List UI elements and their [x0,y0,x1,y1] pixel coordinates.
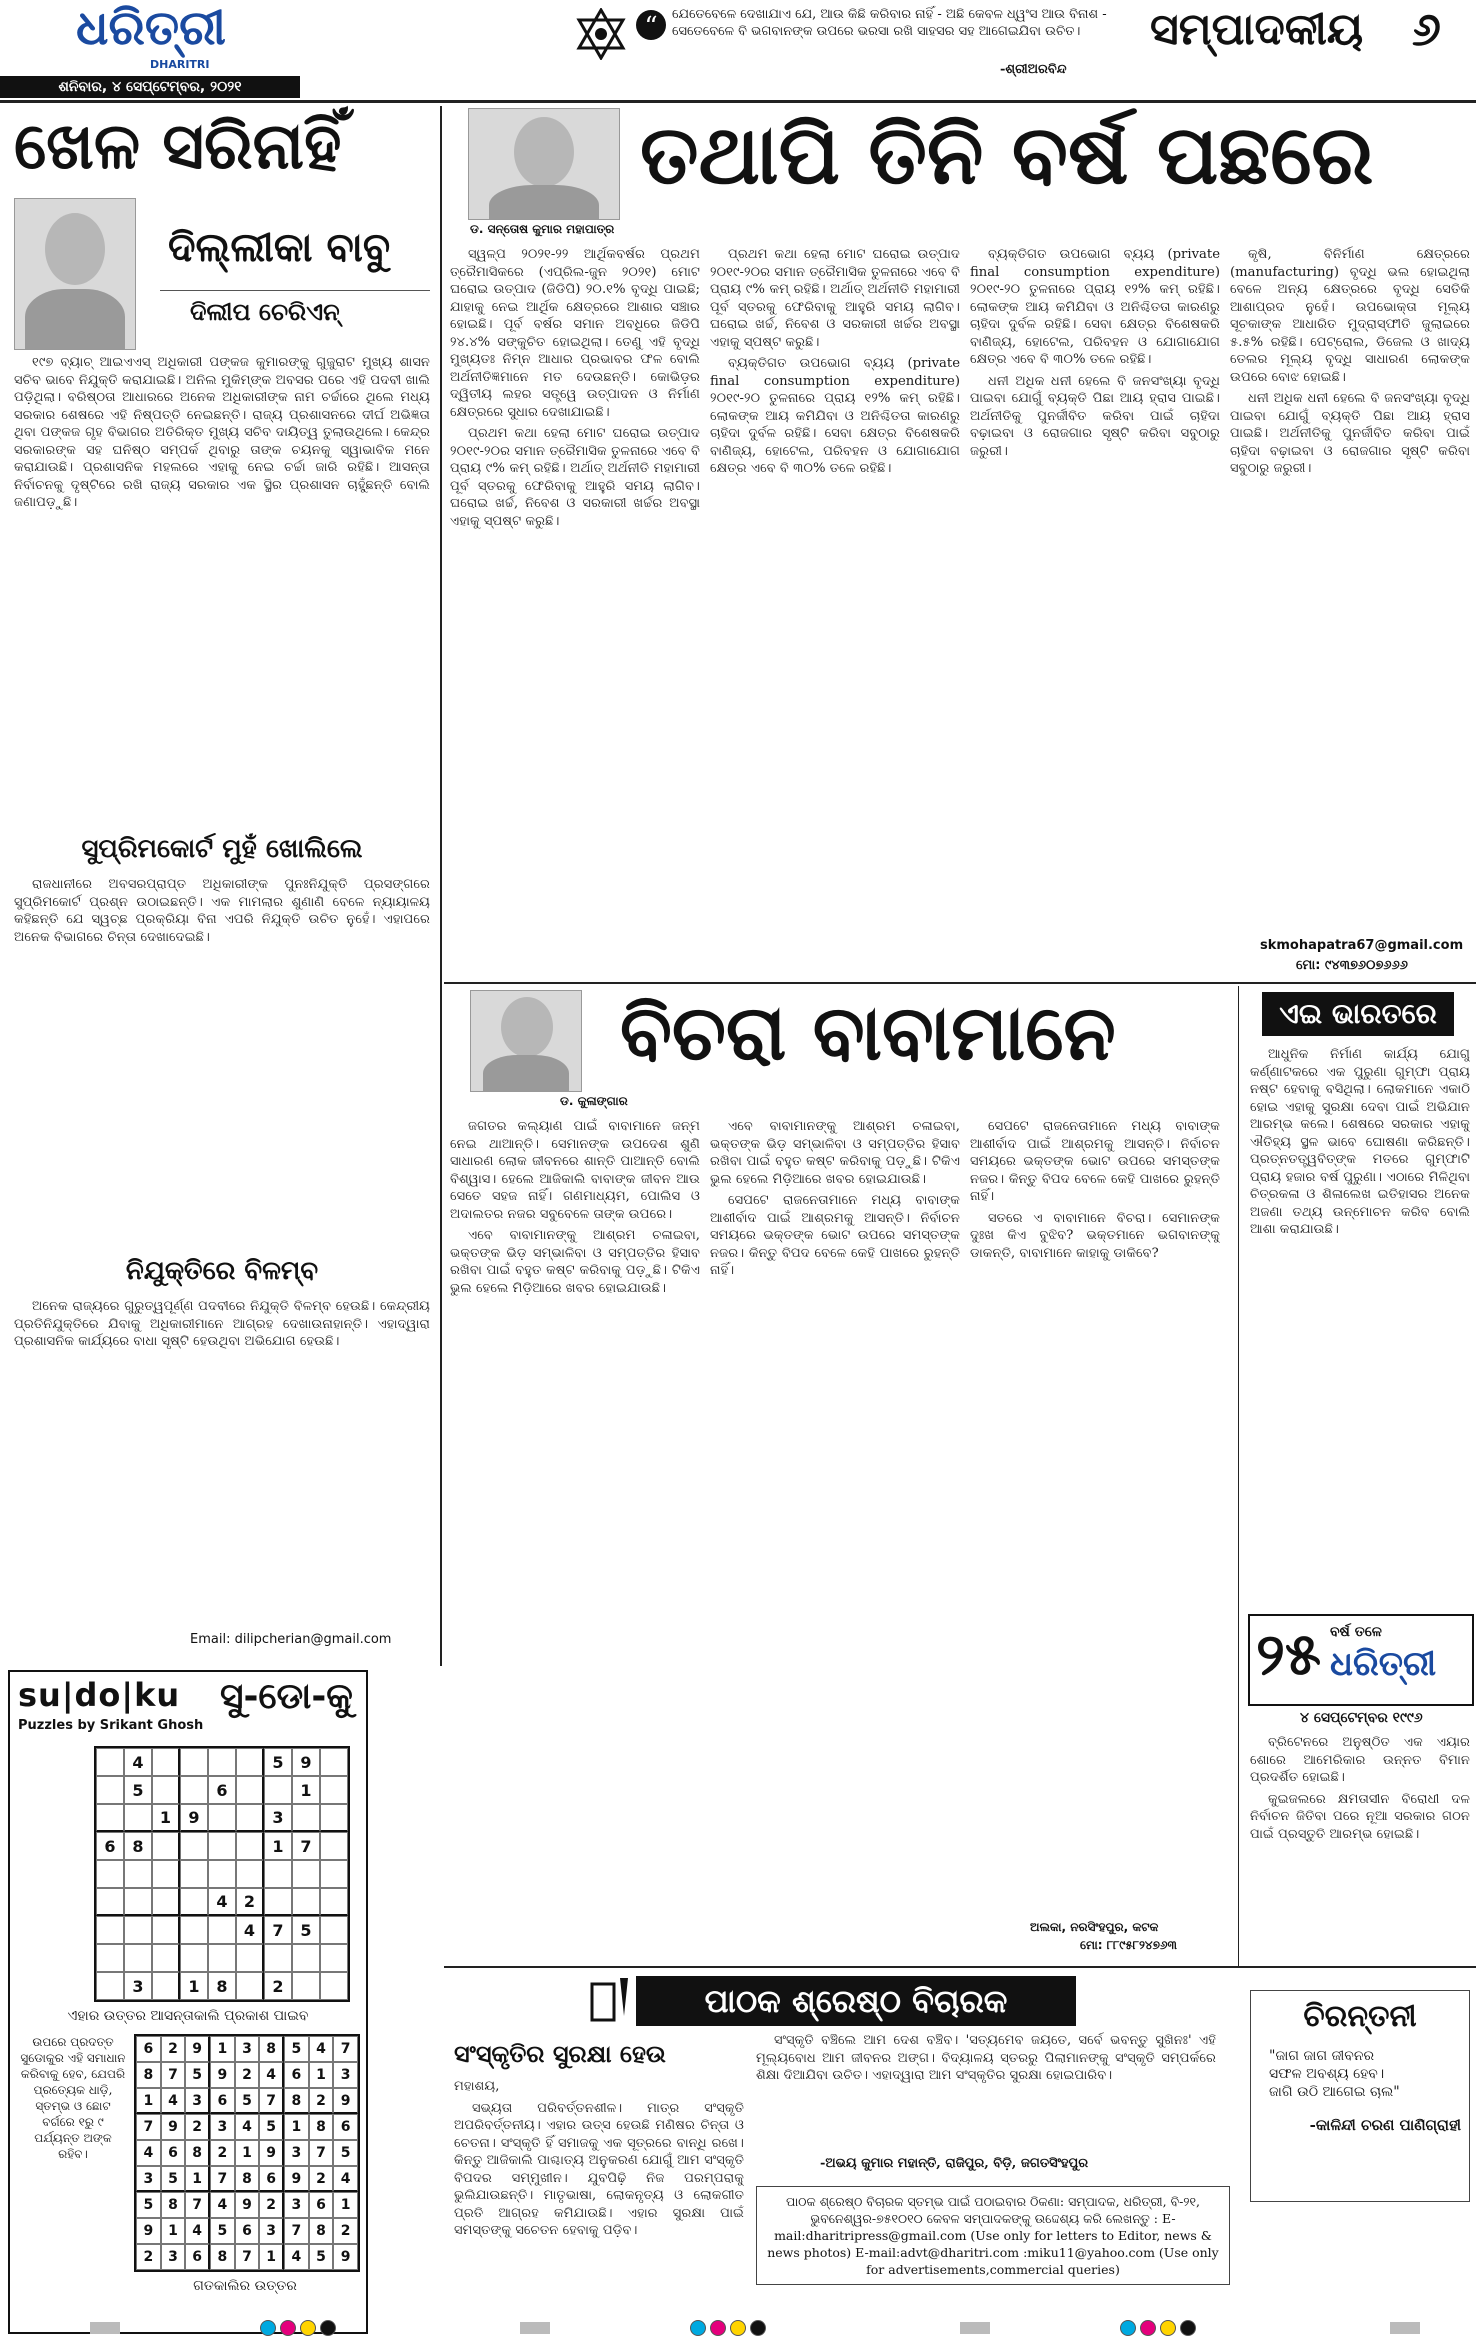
sudoku-puzzle-cell[interactable] [292,1804,320,1832]
sudoku-puzzle-cell[interactable] [264,1860,292,1888]
sudoku-puzzle-cell[interactable] [152,1748,180,1776]
letters-banner-text: ପାଠକ ଶ୍ରେଷ୍ଠ ବିଚାରକ [704,1982,1008,2020]
sudoku-answer-cell: 6 [333,2114,358,2140]
sudoku-puzzle-cell[interactable] [320,1832,348,1860]
section-title: ସମ୍ପାଦକୀୟ [1150,4,1364,55]
date-bar: ଶନିବାର, ୪ ସେପ୍ଟେମ୍ବର, ୨୦୨୧ [0,76,300,98]
article2-title: ବିଚରା ବାବାମାନେ [620,988,1116,1077]
sudoku-puzzle-grid[interactable] [94,1746,350,2002]
left-para-1: ୧୯୭ ବ୍ୟାଚ୍ ଆଇଏଏସ୍ ଅଧିକାରୀ ପଙ୍କଜ କୁମାରଙ୍କୁ ଗୁଜୁରାଟ ମୁଖ୍ୟ ଶାସନ ସଚିବ ଭାବେ ନିଯୁକ୍ତି କରାଯାଇଛି। ଅନିଲ ମୁକିମ୍‌ଙ୍କ ଅବସର ପରେ ଏହି ପଦବୀ ଖାଲି ପଡ଼ିଥିଲା। ବରିଷ୍ଠତା ଆଧାରରେ ଅନେକ ଅଧିକାରୀଙ୍କ ନାମ ଚର୍ଚ୍ଚାରେ ଥିଲେ ମଧ୍ୟ ସରକାର ଶେଷରେ ଏହି ନିଷ୍ପତ୍ତି ନେଇଛନ୍ତି। ରାଜ୍ୟ ପ୍ରଶାସନରେ ଦୀର୍ଘ ଅଭିଜ୍ଞତା ଥିବା ପଙ୍କଜ ଗୃହ ବିଭାଗର ଅତିରିକ୍ତ ମୁଖ୍ୟ ସଚିବ ଦାୟିତ୍ୱ ତୁଲାଉଥିଲେ। କେନ୍ଦ୍ର ସରକାରଙ୍କ ସହ ଘନିଷ୍ଠ ସମ୍ପର୍କ ଥିବାରୁ ତାଙ୍କ ଚୟନକୁ ସ୍ୱାଭାବିକ ମନେ କରାଯାଉଛି। ପ୍ରଶାସନିକ ମହଲରେ ଏହାକୁ ନେଇ ଚର୍ଚ୍ଚା ଜାରି ରହିଛି। ଆସନ୍ତା ନିର୍ବାଚନକୁ ଦୃଷ୍ଟିରେ ରଖି ରାଜ୍ୟ ସରକାର ଏକ ସ୍ଥିର ପ୍ରଶାସନ ଚାହୁଁଛନ୍ତି ବୋଲି ଜଣାପଡ଼ୁଛି। [14,355,430,510]
sudoku-brand: su|do|ku [18,1676,181,1714]
left-para-2: ରାଜଧାନୀରେ ଅବସରପ୍ରାପ୍ତ ଅଧିକାରୀଙ୍କ ପୁନଃନିଯୁକ୍ତି ପ୍ରସଙ୍ଗରେ ସୁପ୍ରିମକୋର୍ଟ ପ୍ରଶ୍ନ ଉଠାଇଛନ୍ତି। ଏକ ମାମଲାର ଶୁଣାଣି ବେଳେ ନ୍ୟାୟାଳୟ କହିଛନ୍ତି ଯେ ସ୍ୱଚ୍ଛ ପ୍ରକ୍ରିୟା ବିନା ଏପରି ନିଯୁକ୍ତି ଉଚିତ ନୁହେଁ। ଏହାପରେ ଅନେକ ବିଭାଗରେ ଚିନ୍ତା ଦେଖାଦେଇଛି। [14,877,430,945]
sudoku-answer-cell: 2 [161,2036,186,2062]
letters-top-rule [444,1966,1476,1968]
sudoku-puzzle-cell[interactable]: 2 [264,1972,292,2000]
article2-para-2: ଏବେ ବାବାମାନଙ୍କୁ ଆଶ୍ରମ ଚଳାଇବା, ଭକ୍ତଙ୍କ ଭିଡ଼ ସମ୍ଭାଳିବା ଓ ସମ୍ପତ୍ତିର ହିସାବ ରଖିବା ପାଇଁ ବହୁତ କଷ୍ଟ କରିବାକୁ ପଡ଼ୁଛି। ଟିକିଏ ଭୁଲ ହେଲେ ମିଡ଼ିଆରେ ଖବର ହୋଇଯାଉଛି। [450,1228,700,1296]
sudoku-answer-cell: 1 [259,2244,284,2270]
sudoku-answer-cell: 6 [136,2036,161,2062]
sudoku-answer-cell: 5 [136,2192,161,2218]
sudoku-answer-cell: 9 [185,2036,210,2062]
chirantani-author: -କାଳିନ୍ଦୀ ଚରଣ ପାଣିଗ୍ରାହୀ [1309,2116,1461,2134]
sudoku-puzzle-cell[interactable]: 6 [208,1776,236,1804]
left-column-body-3 [14,1298,430,1628]
sudoku-answer-grid [134,2034,360,2272]
sudoku-answer-cell: 2 [259,2192,284,2218]
sudoku-answer-cell: 5 [210,2218,235,2244]
flashback-brand: ଧରିତ୍ରୀ [1330,1644,1437,1684]
sudoku-answer-cell: 1 [333,2192,358,2218]
sudoku-answer-cell: 8 [259,2036,284,2062]
chirantani-title: ଚିରନ୍ତନୀ [1303,1999,1417,2034]
sudoku-puzzle-cell[interactable] [96,1944,124,1972]
sudoku-puzzle-cell[interactable]: 6 [96,1832,124,1860]
sudoku-puzzle-cell[interactable] [236,1944,264,1972]
sudoku-puzzle-cell[interactable] [320,1776,348,1804]
sudoku-answer-cell: 2 [333,2218,358,2244]
left-column-body-2 [14,876,430,1236]
sudoku-answer-cell: 2 [235,2062,260,2088]
column-author: ଦିଲୀପ ଚେରିଏନ୍ [190,298,340,326]
main-para-3: ବ୍ୟକ୍ତିଗତ ଉପଭୋଗ ବ୍ୟୟ (private final consumption expenditure) ୨୦୧୯-୨୦ ତୁଳନାରେ ପ୍ରାୟ ୧୨% କମ୍ ରହିଛି। ଲୋକଙ୍କ ଆୟ କମିଯିବା ଓ ଅନିଶ୍ଚିତତା କାରଣରୁ ଚାହିଦା ଦୁର୍ବଳ ରହିଛି। ସେବା କ୍ଷେତ୍ର ବିଶେଷକରି ବାଣିଜ୍ୟ, ହୋଟେଲ, ପରିବହନ ଓ ଯୋଗାଯୋଗ କ୍ଷେତ୍ର ଏବେ ବି ୩୦% ତଳେ ରହିଛି। [710,356,960,476]
sudoku-puzzle-cell[interactable]: 7 [264,1916,292,1944]
sudoku-puzzle-cell[interactable]: 1 [180,1972,208,2000]
flashback-items [1250,1734,1470,1964]
main-para-5: ଧନୀ ଅଧିକ ଧନୀ ହେଲେ ବି ଜନସଂଖ୍ୟା ବୃଦ୍ଧି ପାଇବା ଯୋଗୁଁ ବ୍ୟକ୍ତି ପିଛା ଆୟ ହ୍ରାସ ପାଇଛି। ଅର୍ଥନୀତିକୁ ପୁନର୍ଜୀବିତ କରିବା ପାଇଁ ଚାହିଦା ବଢ଼ାଇବା ଓ ରୋଜଗାର ସୃଷ୍ଟି କରିବା ସବୁଠାରୁ ଜରୁରୀ। [970,373,1220,459]
chirantani-line-1: "ଜାଗ ଜାଗ ଜୀବନର [1269,2048,1375,2064]
letter-salute: ମହାଶୟ, [454,2079,500,2094]
cmyk-marks-left [260,2320,340,2340]
cmyk-marks-center [690,2320,770,2340]
left-para-3: ଅନେକ ରାଜ୍ୟରେ ଗୁରୁତ୍ୱପୂର୍ଣ୍ଣ ପଦବୀରେ ନିଯୁକ୍ତି ବିଳମ୍ବ ହେଉଛି। କେନ୍ଦ୍ରୀୟ ପ୍ରତିନିଯୁକ୍ତିରେ ଯିବାକୁ ଅଧିକାରୀମାନେ ଆଗ୍ରହ ଦେଖାଉନାହାନ୍ତି। ଏହାଦ୍ୱାରା ପ୍ରଶାସନିକ କାର୍ଯ୍ୟରେ ବାଧା ସୃଷ୍ଟି ହେଉଥିବା ଅଭିଯୋଗ ହେଉଛି। [14,1299,430,1349]
sudoku-puzzle-cell[interactable] [320,1916,348,1944]
sudoku-answer-cell: 7 [309,2140,334,2166]
masthead [0,0,1476,95]
sudoku-puzzle-cell[interactable] [124,1860,152,1888]
sudoku-puzzle-cell[interactable] [152,1860,180,1888]
sudoku-puzzle-cell[interactable] [96,1748,124,1776]
sudoku-puzzle-cell[interactable] [264,1888,292,1916]
sudoku-puzzle-cell[interactable] [96,1916,124,1944]
main-col-1 [450,246,700,966]
sudoku-answer-cell: 1 [284,2114,309,2140]
quote-author: -ଶ୍ରୀଅରବିନ୍ଦ [1000,62,1067,77]
sudoku-answer-cell: 7 [235,2244,260,2270]
sudoku-answer-cell: 9 [284,2166,309,2192]
sudoku-answer-cell: 7 [210,2166,235,2192]
main-article-phone: ମୋ: ୯୪୩୭୬୦୭୬୬୬ [1296,958,1408,973]
sudoku-puzzle-cell[interactable] [320,1748,348,1776]
sudoku-answer-cell: 9 [333,2244,358,2270]
sudoku-puzzle-cell[interactable] [124,1916,152,1944]
kicker-rule [160,290,430,291]
sudoku-answer-cell: 3 [284,2140,309,2166]
main-para-4: କୃଷି, ବିନିର୍ମାଣ କ୍ଷେତ୍ରରେ (manufacturing) ବୃଦ୍ଧି ଭଲ ହୋଇଥିଲା ବେଳେ ଅନ୍ୟ କ୍ଷେତ୍ରରେ ବୃଦ୍ଧି ସେତିକି ଆଶାପ୍ରଦ ନୁହେଁ। ଉପଭୋକ୍ତା ମୂଲ୍ୟ ସୂଚକାଙ୍କ ଆଧାରିତ ମୁଦ୍ରାସ୍ଫୀତି ଜୁଲାଇରେ ୫.୫% ରହିଛି। ପେଟ୍ରୋଲ, ଡିଜେଲ ଓ ଖାଦ୍ୟ ତେଲର ମୂଲ୍ୟ ବୃଦ୍ଧି ସାଧାରଣ ଲୋକଙ୍କ ଉପରେ ବୋଝ ହୋଇଛି। [1230,247,1470,385]
sudoku-answer-cell: 6 [259,2166,284,2192]
sudoku-puzzle-cell[interactable] [320,1888,348,1916]
star-emblem-icon [575,8,627,60]
sudoku-note: ଏହାର ଉତ୍ତର ଆସନ୍ତାକାଲି ପ୍ରକାଶ ପାଇବ [67,2008,309,2024]
flashback-label: ବର୍ଷ ତଳେ [1330,1624,1382,1640]
sudoku-puzzle-cell[interactable]: 4 [208,1888,236,1916]
article2-para-3: ସେପଟେ ରାଜନେତାମାନେ ମଧ୍ୟ ବାବାଙ୍କ ଆଶୀର୍ବାଦ ପାଇଁ ଆଶ୍ରମକୁ ଆସନ୍ତି। ନିର୍ବାଚନ ସମୟରେ ଭକ୍ତଙ୍କ ଭୋଟ ଉପରେ ସମସ୍ତଙ୍କ ନଜର। କିନ୍ତୁ ବିପଦ ବେଳେ କେହି ପାଖରେ ରୁହନ୍ତି ନାହିଁ। [710,1193,960,1278]
sudoku-answer-cell: 8 [309,2114,334,2140]
sudoku-answer-label: ଗତକାଲିର ଉତ୍ତର [193,2278,297,2294]
sudoku-answer-cell: 5 [185,2062,210,2088]
sudoku-answer-cell: 7 [185,2192,210,2218]
sudoku-answer-cell: 5 [161,2166,186,2192]
sudoku-answer-cell: 8 [284,2088,309,2114]
chirantani-line-2: ସଫଳ ଅବଶ୍ୟ ହେବ। [1269,2066,1385,2082]
sudoku-puzzle-cell[interactable] [236,1860,264,1888]
flashback-date: ୪ ସେପ୍ଟେମ୍ବର ୧୯୯୬ [1300,1710,1423,1726]
sudoku-puzzle-cell[interactable] [96,1888,124,1916]
sudoku-answer-cell: 1 [210,2036,235,2062]
article2-para-3b: ସେପଟେ ରାଜନେତାମାନେ ମଧ୍ୟ ବାବାଙ୍କ ଆଶୀର୍ବାଦ ପାଇଁ ଆଶ୍ରମକୁ ଆସନ୍ତି। ନିର୍ବାଚନ ସମୟରେ ଭକ୍ତଙ୍କ ଭୋଟ ଉପରେ ସମସ୍ତଙ୍କ ନଜର। କିନ୍ତୁ ବିପଦ ବେଳେ କେହି ପାଖରେ ରୁହନ୍ତି ନାହିଁ। [970,1119,1220,1204]
sudoku-puzzle-cell[interactable]: 5 [124,1776,152,1804]
flashback-item-1: ବ୍ରିଟେନରେ ଅନୁଷ୍ଠିତ ଏକ ଏୟାର ଶୋରେ ଆମେରିକାର ଉନ୍ନତ ବିମାନ ପ୍ରଦର୍ଶିତ ହୋଇଛି। [1250,1735,1470,1785]
sudoku-answer-cell: 4 [309,2036,334,2062]
main-para-3b: ବ୍ୟକ୍ତିଗତ ଉପଭୋଗ ବ୍ୟୟ (private final consumption expenditure) ୨୦୧୯-୨୦ ତୁଳନାରେ ପ୍ରାୟ ୧୨% କମ୍ ରହିଛି। ଲୋକଙ୍କ ଆୟ କମିଯିବା ଓ ଅନିଶ୍ଚିତତା କାରଣରୁ ଚାହିଦା ଦୁର୍ବଳ ରହିଛି। ସେବା କ୍ଷେତ୍ର ବିଶେଷକରି ବାଣିଜ୍ୟ, ହୋଟେଲ, ପରିବହନ ଓ ଯୋଗାଯୋଗ କ୍ଷେତ୍ର ଏବେ ବି ୩୦% ତଳେ ରହିଛି। [970,247,1220,367]
sudoku-answer-cell: 7 [161,2062,186,2088]
sudoku-answer-cell: 1 [161,2218,186,2244]
sudoku-puzzle-cell[interactable]: 1 [152,1804,180,1832]
main-article-email[interactable]: skmohapatra67@gmail.com [1260,938,1464,953]
sudoku-puzzle-cell[interactable] [208,1832,236,1860]
sudoku-puzzle-cell[interactable]: 9 [180,1804,208,1832]
sudoku-answer-cell: 3 [333,2062,358,2088]
sudoku-puzzle-cell[interactable] [320,1860,348,1888]
column-kicker: ଦିଲ୍ଲୀକା ବାବୁ [168,225,391,271]
sudoku-answer-cell: 9 [210,2062,235,2088]
sudoku-answer-cell: 4 [333,2166,358,2192]
sudoku-puzzle-cell[interactable]: 7 [292,1832,320,1860]
main-article-rule [444,982,1476,984]
main-para-5b: ଧନୀ ଅଧିକ ଧନୀ ହେଲେ ବି ଜନସଂଖ୍ୟା ବୃଦ୍ଧି ପାଇବା ଯୋଗୁଁ ବ୍ୟକ୍ତି ପିଛା ଆୟ ହ୍ରାସ ପାଇଛି। ଅର୍ଥନୀତିକୁ ପୁନର୍ଜୀବିତ କରିବା ପାଇଁ ଚାହିଦା ବଢ଼ାଇବା ଓ ରୋଜଗାର ସୃଷ୍ଟି କରିବା ସବୁଠାରୁ ଜରୁରୀ। [1230,391,1470,476]
article2-col-1 [450,1118,700,1948]
sudoku-answer-cell: 4 [284,2244,309,2270]
sudoku-puzzle-cell[interactable] [152,1776,180,1804]
sudoku-puzzle-cell[interactable]: 4 [236,1916,264,1944]
sudoku-puzzle-cell[interactable] [292,1888,320,1916]
chirantani-box [1250,1990,1470,2202]
main-col-2 [710,246,960,966]
right-sidebar-divider [1238,986,1239,1966]
sudoku-answer-cell: 3 [284,2192,309,2218]
sudoku-puzzle-cell[interactable]: 3 [124,1972,152,2000]
sudoku-puzzle-cell[interactable] [180,1776,208,1804]
sudoku-answer-cell: 3 [161,2244,186,2270]
pen-icon [590,1976,630,2024]
sudoku-puzzle-cell[interactable] [236,1748,264,1776]
article2-phone: ମୋ: ୮୮୯୫୮୨୪୭୬୩ [1080,1938,1177,1952]
sudoku-answer-cell: 6 [161,2140,186,2166]
article2-para-4: ସତରେ ଏ ବାବାମାନେ ବିଚରା। ସେମାନଙ୍କ ଦୁଃଖ କିଏ ବୁଝିବ? ଭକ୍ତମାନେ ଭଗବାନଙ୍କୁ ଡାକନ୍ତି, ବାବାମାନେ କାହାକୁ ଡାକିବେ? [970,1210,1220,1261]
left-column-divider [440,106,442,1666]
article2-para-2b: ଏବେ ବାବାମାନଙ୍କୁ ଆଶ୍ରମ ଚଳାଇବା, ଭକ୍ତଙ୍କ ଭିଡ଼ ସମ୍ଭାଳିବା ଓ ସମ୍ପତ୍ତିର ହିସାବ ରଖିବା ପାଇଁ ବହୁତ କଷ୍ଟ କରିବାକୁ ପଡ଼ୁଛି। ଟିକିଏ ଭୁଲ ହେଲେ ମିଡ଼ିଆରେ ଖବର ହୋଇଯାଉଛି। [710,1119,960,1187]
letter-title: ସଂସ୍କୃତିର ସୁରକ୍ଷା ହେଉ [454,2040,666,2068]
sudoku-answer-cell: 3 [235,2036,260,2062]
sudoku-answer-cell: 7 [136,2114,161,2140]
sudoku-answer-cell: 6 [210,2088,235,2114]
sudoku-answer-cell: 2 [136,2244,161,2270]
sudoku-puzzle-cell[interactable]: 9 [292,1748,320,1776]
sudoku-puzzle-cell[interactable] [152,1888,180,1916]
sudoku-answer-cell: 1 [235,2140,260,2166]
sudoku-answer-cell: 3 [210,2114,235,2140]
sudoku-answer-cell: 2 [309,2088,334,2114]
sudoku-puzzle-cell[interactable] [180,1860,208,1888]
sudoku-answer-cell: 5 [259,2114,284,2140]
sudoku-puzzle-cell[interactable] [236,1804,264,1832]
sudoku-answer-cell: 7 [284,2218,309,2244]
article2-place: ଅଲକା, ନରସିଂହପୁର, କଟକ [1030,1920,1159,1934]
left-column-title: ଖେଳ ସରିନାହିଁ [14,110,342,184]
article2-col-3 [970,1118,1220,1918]
sudoku-answer-cell: 9 [136,2218,161,2244]
sudoku-answer-cell: 9 [333,2088,358,2114]
sudoku-answer-cell: 7 [333,2036,358,2062]
sudoku-puzzle-cell[interactable]: 5 [264,1748,292,1776]
flashback-box [1248,1614,1474,1706]
bharat-text: ଆଧୁନିକ ନିର୍ମାଣ କାର୍ଯ୍ୟ ଯୋଗୁ କର୍ଣ୍ଣାଟକରେ ଏକ ପୁରୁଣା ଗୁମ୍ଫା ପ୍ରାୟ ନଷ୍ଟ ହେବାକୁ ବସିଥିଲା। ଲୋକମାନେ ଏକାଠି ହୋଇ ଏହାକୁ ସୁରକ୍ଷା ଦେବା ପାଇଁ ଅଭିଯାନ ଆରମ୍ଭ କଲେ। ଶେଷରେ ସରକାର ଏହାକୁ ଐତିହ୍ୟ ସ୍ଥଳ ଭାବେ ଘୋଷଣା କରିଛନ୍ତି। ପ୍ରତ୍ନତତ୍ତ୍ୱବିତ୍‌ଙ୍କ ମତରେ ଗୁମ୍ଫାଟି ପ୍ରାୟ ହଜାର ବର୍ଷ ପୁରୁଣା। ଏଠାରେ ମିଳିଥିବା ଚିତ୍ରକଳା ଓ ଶିଳାଲେଖ ଇତିହାସର ଅନେକ ଅଜଣା ତଥ୍ୟ ଉନ୍ମୋଚନ କରିବ ବୋଲି ଆଶା କରାଯାଉଛି। [1250,1047,1470,1237]
quote-icon: “ [636,10,666,40]
flashback-number: ୨୫ [1256,1620,1322,1688]
sudoku-puzzle-cell[interactable] [96,1804,124,1832]
sudoku-puzzle-cell[interactable] [96,1972,124,2000]
magenta-swatch [280,2320,296,2336]
sudoku-answer-cell: 8 [309,2218,334,2244]
left-column-email[interactable]: Email: dilipcherian@gmail.com [190,1632,392,1647]
sudoku-answer-cell: 9 [235,2192,260,2218]
cyan-swatch [260,2320,276,2336]
sudoku-puzzle-cell[interactable]: 2 [236,1888,264,1916]
page-number: ୬ [1412,2,1441,56]
left-column-body [14,354,430,814]
sudoku-puzzle-cell[interactable] [292,1860,320,1888]
sudoku-puzzle-cell[interactable] [320,1944,348,1972]
sudoku-puzzle-cell[interactable] [236,1972,264,2000]
sudoku-answer-cell: 4 [161,2088,186,2114]
black-swatch [320,2320,336,2336]
sudoku-puzzle-cell[interactable] [152,1972,180,2000]
sudoku-answer-cell: 2 [210,2140,235,2166]
sudoku-answer-cell: 7 [259,2088,284,2114]
sudoku-answer-cell: 1 [309,2062,334,2088]
sudoku-answer-cell: 5 [309,2244,334,2270]
sudoku-puzzle-cell[interactable] [264,1944,292,1972]
main-para-1: ସ୍ୱଳ୍ପ ୨୦୨୧-୨୨ ଆର୍ଥିକବର୍ଷର ପ୍ରଥମ ତ୍ରୈମାସିକରେ (ଏପ୍ରିଲ-ଜୁନ ୨୦୨୧) ମୋଟ ଘରୋଇ ଉତ୍ପାଦ (ଜିଡିପି) ୨୦.୧% ବୃଦ୍ଧି ପାଇଛି; ଯାହାକୁ ନେଇ ଆର୍ଥିକ କ୍ଷେତ୍ରରେ ଆଶାର ସଞ୍ଚାର ହୋଇଛି। ପୂର୍ବ ବର୍ଷର ସମାନ ଅବଧିରେ ଜିଡିପି ୨୪.୪% ସଙ୍କୁଚିତ ହୋଇଥିଲା। ତେଣୁ ଏହି ବୃଦ୍ଧି ମୁଖ୍ୟତଃ ନିମ୍ନ ଆଧାର ପ୍ରଭାବର ଫଳ ବୋଲି ଅର୍ଥନୀତିଜ୍ଞମାନେ ମତ ଦେଉଛନ୍ତି। କୋଭିଡ଼ର ଦ୍ୱିତୀୟ ଲହର ସତ୍ତ୍ୱେ ଉତ୍ପାଦନ ଓ ନିର୍ମାଣ କ୍ଷେତ୍ରରେ ସୁଧାର ଦେଖାଯାଇଛି। [450,247,700,420]
letters-footer: ପାଠକ ଶ୍ରେଷ୍ଠ ବିଚାରକ ସ୍ତମ୍ଭ ପାଇଁ ପଠାଇବାର ଠିକଣା: ସମ୍ପାଦକ, ଧରିତ୍ରୀ, ବି-୨୧, ଭୁବନେଶ୍ୱର-୭୫୧୦୧୦ କେବଳ ସମ୍ପାଦକଙ୍କୁ ଉଦ୍ଦେଶ୍ୟ କରି ଲେଖନ୍ତୁ : E-mail:dharitripress@gmail.com (Use only for letters to Editor, news & news photos) E-mail:advt@dharitri.com :miku11@yahoo.com (Use only for advertisements,commercial queries) [756,2186,1230,2285]
yellow-swatch [300,2320,316,2336]
sudoku-puzzle-cell[interactable] [208,1916,236,1944]
sudoku-puzzle-cell[interactable] [208,1944,236,1972]
sudoku-puzzle-cell[interactable] [180,1832,208,1860]
letters-col-2 [756,2032,1216,2152]
sudoku-answer-cell: 9 [259,2140,284,2166]
sudoku-puzzle-cell[interactable] [208,1804,236,1832]
letter-body-2: ସଂସ୍କୃତି ବଞ୍ଚିଲେ ଆମ ଦେଶ ବଞ୍ଚିବ। 'ସତ୍ୟମେବ ଜୟତେ, ସର୍ବେ ଭବନ୍ତୁ ସୁଖିନଃ' ଏହି ମୂଲ୍ୟବୋଧ ଆମ ଜୀବନର ଅଙ୍ଗ। ବିଦ୍ୟାଳୟ ସ୍ତରରୁ ପିଲାମାନଙ୍କୁ ସଂସ୍କୃତି ସମ୍ପର୍କରେ ଶିକ୍ଷା ଦିଆଯିବା ଉଚିତ। ଏହାଦ୍ୱାରା ଆମ ସଂସ୍କୃତିର ସୁରକ୍ଷା ହୋଇପାରିବ। [756,2033,1216,2083]
sudoku-answer-cell: 5 [235,2088,260,2114]
sudoku-answer-cell: 2 [309,2166,334,2192]
letters-banner [636,1976,1076,2026]
sudoku-answer-cell: 6 [185,2244,210,2270]
sudoku-answer-cell: 3 [185,2088,210,2114]
sudoku-puzzle-cell[interactable] [180,1888,208,1916]
sudoku-puzzle-cell[interactable] [124,1888,152,1916]
main-article-title: ତଥାପି ତିନି ବର୍ଷ ପଛରେ [640,108,1374,203]
sudoku-answer-cell: 2 [185,2114,210,2140]
sudoku-puzzle-cell[interactable] [292,1944,320,1972]
sudoku-puzzle-cell[interactable] [180,1916,208,1944]
sudoku-puzzle-cell[interactable] [264,1776,292,1804]
sudoku-puzzle-cell[interactable]: 8 [124,1832,152,1860]
sudoku-puzzle-cell[interactable]: 1 [292,1776,320,1804]
sudoku-answer-cell: 4 [136,2140,161,2166]
sudoku-answer-cell: 6 [284,2062,309,2088]
logo-sub: DHARITRI [150,58,210,71]
sudoku-puzzle-cell[interactable] [152,1944,180,1972]
sudoku-puzzle-cell[interactable] [96,1776,124,1804]
bharat-title-box [1262,992,1454,1036]
article2-author: ଡ. କୁଳାଙ୍ଗାର [560,1094,628,1108]
sudoku-credit: Puzzles by Srikant Ghosh [18,1718,204,1733]
sudoku-answer-cell: 4 [259,2062,284,2088]
sudoku-puzzle-cell[interactable] [152,1916,180,1944]
masthead-rule [0,100,1476,103]
chirantani-line-3: ଜାଗି ଉଠି ଆଗେଇ ଚାଲ" [1269,2084,1400,2100]
sudoku-answer-cell: 6 [309,2192,334,2218]
sudoku-answer-cell: 5 [284,2036,309,2062]
sudoku-box [8,1670,368,2334]
article2-para-1: ଜଗତର କଲ୍ୟାଣ ପାଇଁ ବାବାମାନେ ଜନ୍ମ ନେଇ ଥାଆନ୍ତି। ସେମାନଙ୍କ ଉପଦେଶ ଶୁଣି ସାଧାରଣ ଲୋକ ଜୀବନରେ ଶାନ୍ତି ପାଆନ୍ତି ବୋଲି ବିଶ୍ୱାସ। ହେଲେ ଆଜିକାଲି ବାବାଙ୍କ ଜୀବନ ଆଉ ସେତେ ସହଜ ନାହିଁ। ଗଣମାଧ୍ୟମ, ପୋଲିସ ଓ ଅଦାଲତର ନଜର ସବୁବେଳେ ତାଙ୍କ ଉପରେ। [450,1119,700,1222]
sudoku-puzzle-cell[interactable]: 3 [264,1804,292,1832]
sudoku-puzzle-cell[interactable]: 8 [208,1972,236,2000]
sudoku-answer-cell: 4 [235,2114,260,2140]
sudoku-answer-cell: 5 [333,2140,358,2166]
sudoku-puzzle-cell[interactable] [152,1832,180,1860]
cmyk-marks-right [1120,2320,1200,2340]
left-subhead-2: ନିଯୁକ୍ତିରେ ବିଳମ୍ବ [125,1256,319,1286]
sudoku-answer-cell: 8 [185,2140,210,2166]
sudoku-answer-cell: 6 [235,2218,260,2244]
main-col-3 [970,246,1220,966]
sudoku-puzzle-cell[interactable]: 4 [124,1748,152,1776]
sudoku-answer-cell: 3 [136,2166,161,2192]
sudoku-puzzle-cell[interactable] [320,1804,348,1832]
article2-col-2 [710,1118,960,1948]
letters-col-1 [454,2078,744,2328]
sudoku-answer-cell: 8 [210,2244,235,2270]
sudoku-puzzle-cell[interactable] [236,1832,264,1860]
letter-body-1: ସଭ୍ୟତା ପରିବର୍ତ୍ତନଶୀଳ। ମାତ୍ର ସଂସ୍କୃତି ଅପରିବର୍ତ୍ତନୀୟ। ଏହାର ଉତ୍ସ ହେଉଛି ମଣିଷର ଚିନ୍ତା ଓ ଚେତନା। ସଂସ୍କୃତି ହିଁ ସମାଜକୁ ଏକ ସୂତ୍ରରେ ବାନ୍ଧି ରଖେ। କିନ୍ତୁ ଆଜିକାଲି ପାଶ୍ଚାତ୍ୟ ଅନୁକରଣ ଯୋଗୁଁ ଆମ ସଂସ୍କୃତି ବିପଦର ସମ୍ମୁଖୀନ। ଯୁବପିଢ଼ି ନିଜ ପରମ୍ପରାକୁ ଭୁଲିଯାଉଛନ୍ତି। ମାତୃଭାଷା, ଲୋକନୃତ୍ୟ ଓ ଲୋକଗୀତ ପ୍ରତି ଆଗ୍ରହ କମିଯାଉଛି। ଏହାର ସୁରକ୍ଷା ପାଇଁ ସମସ୍ତଙ୍କୁ ସଚେତନ ହେବାକୁ ପଡ଼ିବ। [454,2100,744,2238]
sudoku-answer-cell: 4 [185,2218,210,2244]
flashback-item-2: କୁଇଜଲରେ କ୍ଷମତାସୀନ ବିରୋଧୀ ଦଳ ନିର୍ବାଚନ ଜିତିବା ପରେ ନୂଆ ସରକାର ଗଠନ ପାଇଁ ପ୍ରସ୍ତୁତି ଆରମ୍ଭ ହୋଇଛି। [1250,1791,1470,1842]
sudoku-title: ସୁ-ଡୋ-କୁ [220,1676,353,1717]
author-photo-kulangar [470,990,582,1092]
sudoku-answer-cell: 4 [210,2192,235,2218]
quote-text: ଯେତେବେଳେ ଦେଖାଯାଏ ଯେ, ଆଉ କିଛି କରିବାର ନାହିଁ - ଅଛି କେବଳ ଧ୍ୱଂସ ଆଉ ବିନାଶ - ସେତେବେଳେ ବି ଭଗବାନଙ୍କ ଉପରେ ଭରସା ରଖି ସାହସର ସହ ଆଗେଇଯିବା ଉଚିତ। [672,7,1107,39]
letter-signature: -ଅଭୟ କୁମାର ମହାନ୍ତି, ରାଜିପୁର, ବିଡ଼ି, ଜଗତସିଂହପୁର [820,2156,1089,2171]
sudoku-answer-cell: 9 [161,2114,186,2140]
sudoku-answer-cell: 8 [136,2062,161,2088]
sudoku-answer-cell: 8 [235,2166,260,2192]
sudoku-puzzle-cell[interactable] [320,1972,348,2000]
sudoku-puzzle-cell[interactable] [124,1804,152,1832]
logo: ଧରିତ୍ରୀ [76,0,226,56]
sudoku-answer-cell: 8 [161,2192,186,2218]
sudoku-answer-side-text: ଉପରେ ପ୍ରଦତ୍ତ ସୁଡୋକୁର ଏହି ସମାଧାନ କରିବାକୁ ହେବ, ଯେପରି ପ୍ରତ୍ୟେକ ଧାଡ଼ି, ସ୍ତମ୍ଭ ଓ ଛୋଟ ବର୍ଗରେ ୧ରୁ ୯ ପର୍ଯ୍ୟନ୍ତ ଅଙ୍କ ରହିବ। [20,2035,126,2161]
main-para-2: ପ୍ରଥମ କଥା ହେଲା ମୋଟ ଘରୋଇ ଉତ୍ପାଦ ୨୦୧୯-୨୦ର ସମାନ ତ୍ରୈମାସିକ ତୁଳନାରେ ଏବେ ବି ପ୍ରାୟ ୯% କମ୍ ରହିଛି। ଅର୍ଥାତ୍ ଅର୍ଥନୀତି ମହାମାରୀ ପୂର୍ବ ସ୍ତରକୁ ଫେରିବାକୁ ଆହୁରି ସମୟ ଲାଗିବ। ଘରୋଇ ଖର୍ଚ୍ଚ, ନିବେଶ ଓ ସରକାରୀ ଖର୍ଚ୍ଚର ଅବସ୍ଥା ଏହାକୁ ସ୍ପଷ୍ଟ କରୁଛି। [450,426,700,529]
sudoku-puzzle-cell[interactable] [292,1972,320,2000]
sudoku-puzzle-cell[interactable] [236,1776,264,1804]
sudoku-answer-cell: 3 [259,2218,284,2244]
left-subhead-1: ସୁପ୍ରିମକୋର୍ଟ ମୁହଁ ଖୋଲିଲେ [81,834,363,864]
bharat-body [1250,1046,1470,1606]
sudoku-answer-cell: 1 [136,2088,161,2114]
main-col-4 [1230,246,1470,936]
sudoku-puzzle-cell[interactable]: 1 [264,1832,292,1860]
sudoku-puzzle-cell[interactable] [208,1748,236,1776]
sudoku-puzzle-cell[interactable] [96,1860,124,1888]
sudoku-puzzle-cell[interactable] [208,1860,236,1888]
main-article-author: ଡ. ସନ୍ତୋଷ କୁମାର ମହାପାତ୍ର [470,222,615,236]
sudoku-answer-cell: 1 [185,2166,210,2192]
author-photo-dilip [14,198,136,350]
main-para-2b: ପ୍ରଥମ କଥା ହେଲା ମୋଟ ଘରୋଇ ଉତ୍ପାଦ ୨୦୧୯-୨୦ର ସମାନ ତ୍ରୈମାସିକ ତୁଳନାରେ ଏବେ ବି ପ୍ରାୟ ୯% କମ୍ ରହିଛି। ଅର୍ଥାତ୍ ଅର୍ଥନୀତି ମହାମାରୀ ପୂର୍ବ ସ୍ତରକୁ ଫେରିବାକୁ ଆହୁରି ସମୟ ଲାଗିବ। ଘରୋଇ ଖର୍ଚ୍ଚ, ନିବେଶ ଓ ସରକାରୀ ଖର୍ଚ୍ଚର ଅବସ୍ଥା ଏହାକୁ ସ୍ପଷ୍ଟ କରୁଛି। [710,247,960,350]
sudoku-puzzle-cell[interactable]: 5 [292,1916,320,1944]
sudoku-puzzle-cell[interactable] [180,1748,208,1776]
bharat-title: ଏଇ ଭାରତରେ [1279,997,1437,1030]
print-color-bar [0,2320,1476,2338]
sudoku-puzzle-cell[interactable] [180,1944,208,1972]
sudoku-puzzle-cell[interactable] [124,1944,152,1972]
author-photo-mohapatra [468,108,620,220]
